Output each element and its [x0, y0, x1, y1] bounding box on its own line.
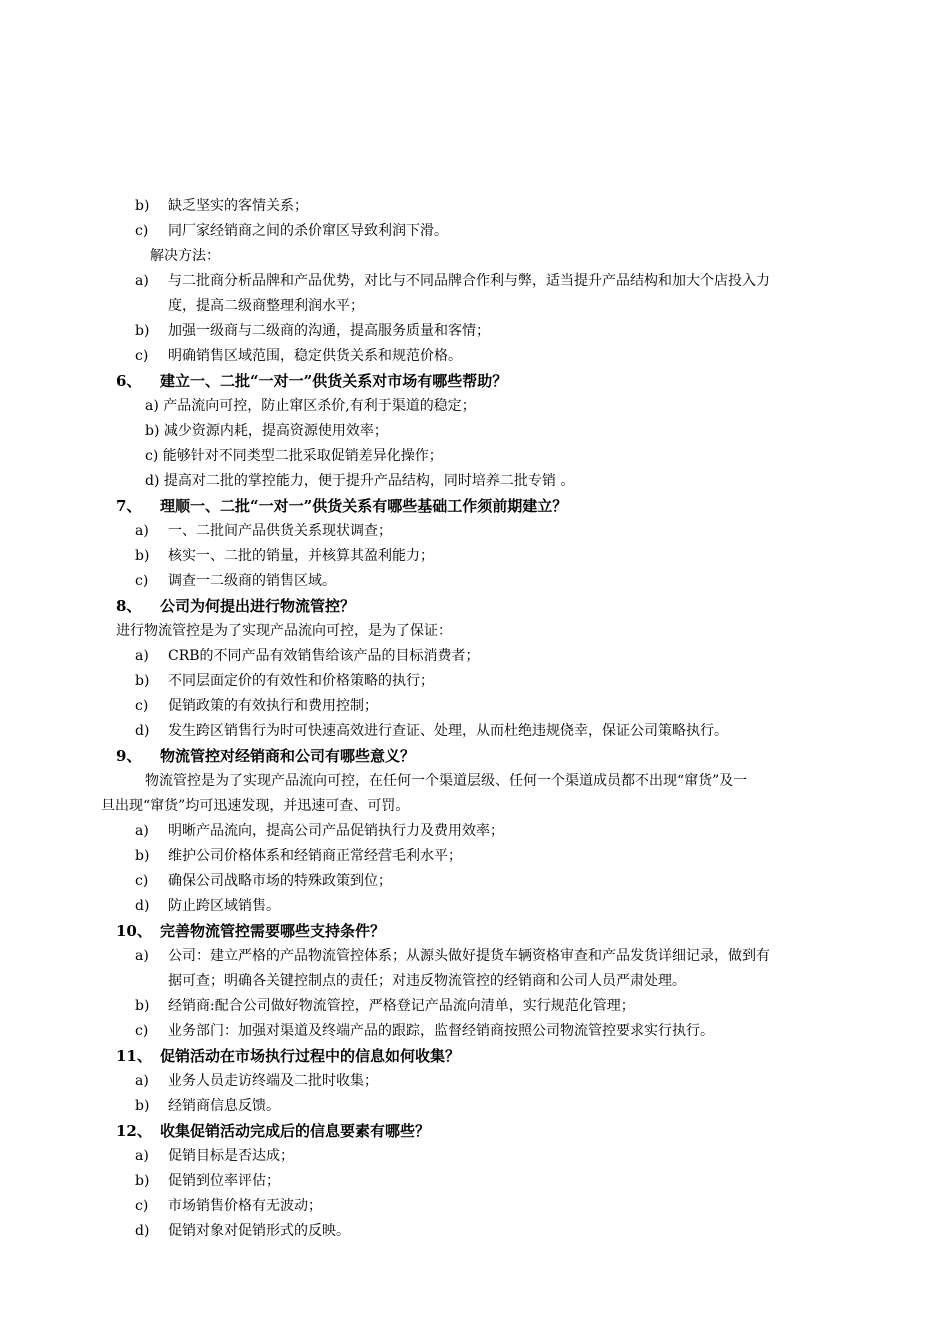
list-item-continuation: 度，提高二级商整理利润水平；: [168, 298, 364, 314]
list-item: b) 缺乏坚实的客情关系；: [135, 198, 308, 214]
list-item: c) 调查一二级商的销售区域。: [135, 573, 336, 589]
list-item: b) 维护公司价格体系和经销商正常经营毛利水平；: [135, 848, 462, 864]
list-item: d) 防止跨区域销售。: [135, 898, 280, 914]
list-item: b) 经销商:配合公司做好物流管控，严格登记产品流向清单，实行规范化管理；: [135, 998, 635, 1014]
list-item-continuation: 据可查；明确各关键控制点的责任；对违反物流管控的经销商和公司人员严肃处理。: [168, 973, 686, 989]
list-item: d) 促销对象对促销形式的反映。: [135, 1223, 350, 1239]
list-item: c) 明确销售区域范围，稳定供货关系和规范价格。: [135, 348, 462, 364]
list-item: c) 促销政策的有效执行和费用控制；: [135, 698, 378, 714]
list-item: b) 减少资源内耗，提高资源使用效率；: [145, 423, 388, 439]
list-item: a) 一、二批间产品供货关系现状调查；: [135, 523, 392, 539]
section-subtitle: 解决方法：: [150, 248, 220, 264]
list-item: c) 能够针对不同类型二批采取促销差异化操作；: [145, 448, 443, 464]
list-item: c) 同厂家经销商之间的杀价窜区导致利润下滑。: [135, 223, 448, 239]
list-item: b) 核实一、二批的销量，并核算其盈利能力；: [135, 548, 434, 564]
list-item: a) 明晰产品流向，提高公司产品促销执行力及费用效率；: [135, 823, 504, 839]
list-item: b) 经销商信息反馈。: [135, 1098, 280, 1114]
list-item: d) 发生跨区销售行为时可快速高效进行查证、处理，从而杜绝违规侥幸，保证公司策略执行。: [135, 723, 728, 739]
list-item: c) 确保公司战略市场的特殊政策到位；: [135, 873, 392, 889]
paragraph-continuation: 旦出现“窜货”均可迅速发现，并迅速可查、可罚。: [101, 798, 410, 814]
paragraph: 物流管控是为了实现产品流向可控，在任何一个渠道层级、任何一个渠道成员都不出现“窜货”及一: [145, 773, 748, 789]
list-item: b) 促销到位率评估；: [135, 1173, 280, 1189]
list-item: b) 加强一级商与二级商的沟通，提高服务质量和客情；: [135, 323, 490, 339]
list-item: a) 公司：建立严格的产品物流管控体系；从源头做好提货车辆资格审查和产品发货详细记录，做到有: [135, 948, 770, 964]
list-item: a) 产品流向可控，防止窜区杀价,有利于渠道的稳定；: [145, 398, 476, 414]
list-item: a) 与二批商分析品牌和产品优势，对比与不同品牌合作利与弊，适当提升产品结构和加大个店投入力: [135, 273, 770, 289]
list-item: a) 促销目标是否达成；: [135, 1148, 294, 1164]
question-heading: 11、 促销活动在市场执行过程中的信息如何收集？: [116, 1047, 461, 1065]
question-heading: 7、 理顺一、二批“一对一”供货关系有哪些基础工作须前期建立？: [116, 497, 568, 515]
question-heading: 9、 物流管控对经销商和公司有哪些意义？: [116, 747, 416, 765]
list-item: c) 市场销售价格有无波动；: [135, 1198, 322, 1214]
list-item: b) 不同层面定价的有效性和价格策略的执行；: [135, 673, 434, 689]
question-heading: 6、 建立一、二批“一对一”供货关系对市场有哪些帮助？: [116, 372, 508, 390]
list-item: c) 业务部门：加强对渠道及终端产品的跟踪，监督经销商按照公司物流管控要求实行执行。: [135, 1023, 714, 1039]
paragraph: 进行物流管控是为了实现产品流向可控，是为了保证：: [116, 623, 452, 639]
question-heading: 8、 公司为何提出进行物流管控？: [116, 597, 356, 615]
list-item: a) CRB的不同产品有效销售给该产品的目标消费者；: [135, 648, 480, 664]
question-heading: 10、 完善物流管控需要哪些支持条件？: [116, 922, 386, 940]
list-item: a) 业务人员走访终端及二批时收集；: [135, 1073, 378, 1089]
question-heading: 12、 收集促销活动完成后的信息要素有哪些？: [116, 1122, 431, 1140]
list-item: d) 提高对二批的掌控能力，便于提升产品结构，同时培养二批专销 。: [145, 473, 575, 489]
